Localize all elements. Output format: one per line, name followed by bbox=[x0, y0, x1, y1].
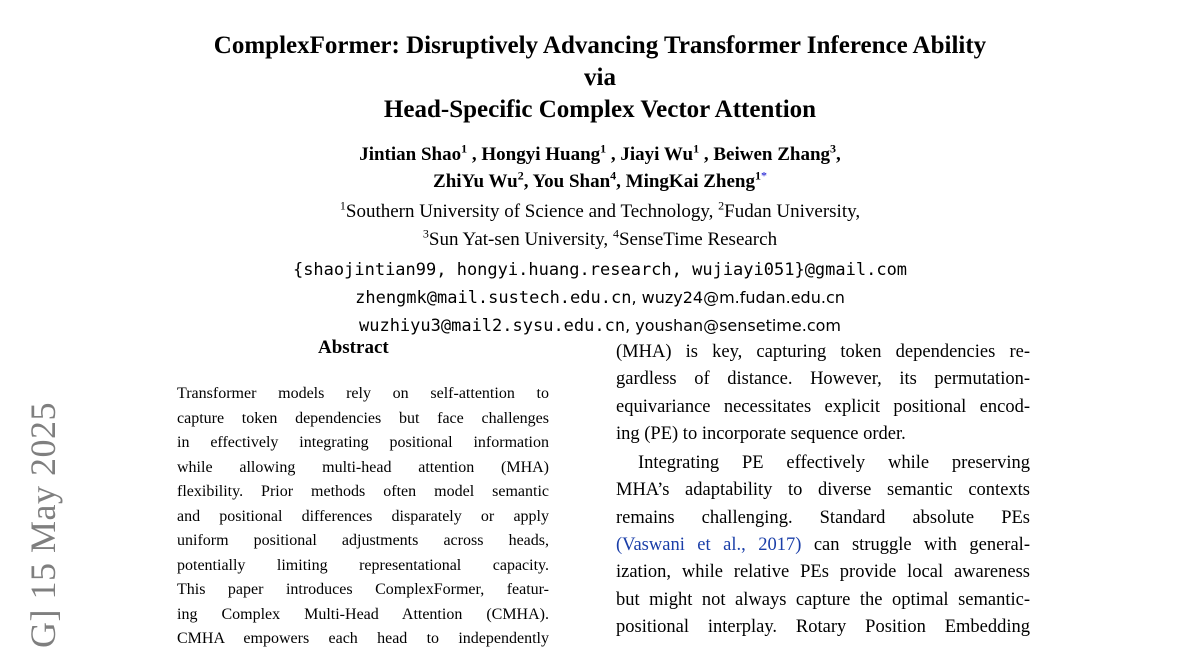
body-line: positional interplay. Rotary Position Embedding bbox=[616, 616, 1030, 637]
author-affil-sup: 2 bbox=[517, 168, 524, 183]
author-name: , Jiayi Wu bbox=[610, 144, 694, 165]
abstract-line: capture token dependencies but face challenges bbox=[177, 409, 549, 427]
author-name: ZhiYu Wu bbox=[433, 171, 518, 192]
affiliation-line-1 bbox=[0, 198, 1200, 226]
abstract-body bbox=[177, 382, 549, 652]
abstract-line: flexibility. Prior methods often model semantic bbox=[177, 483, 549, 500]
affiliation-text: SenseTime Research bbox=[618, 229, 778, 250]
paper-title bbox=[0, 30, 1200, 126]
body-line: (MHA) is key, capturing token dependencies re- bbox=[616, 342, 1030, 362]
abstract-line: uniform positional adjustments across heads, bbox=[177, 532, 549, 549]
abstract-line: potentially limiting representational capacity. bbox=[177, 556, 549, 574]
body-line: MHA’s adaptability to diverse semantic contexts bbox=[616, 480, 1030, 501]
author-separator: , bbox=[836, 144, 841, 165]
abstract-line: and positional differences disparately or apply bbox=[177, 507, 549, 525]
body-line: ing (PE) to incorporate sequence order. bbox=[616, 423, 906, 444]
author-name: , You Shan bbox=[523, 171, 611, 192]
affiliation-text: Sun Yat-sen University, bbox=[428, 229, 613, 250]
author-affil-sup: 1 bbox=[693, 141, 700, 156]
abstract-line: while allowing multi-head attention (MHA) bbox=[177, 458, 549, 476]
author-affil-sup: 1 bbox=[754, 168, 761, 183]
author-name: Jintian Shao bbox=[359, 144, 462, 165]
body-line: but might not always capture the optimal semantic- bbox=[616, 589, 1030, 610]
email-text: , wuzy24@m.fudan.edu.cn bbox=[631, 288, 845, 307]
email-text: zhengmk@mail.sustech.edu.cn bbox=[355, 288, 632, 308]
email-block bbox=[0, 256, 1200, 340]
author-name: , MingKai Zheng bbox=[616, 171, 755, 192]
title-line-2: via bbox=[584, 64, 616, 91]
affil-sup: 2 bbox=[718, 198, 725, 213]
affil-sup: 1 bbox=[339, 198, 346, 213]
author-list bbox=[0, 141, 1200, 195]
email-line-1: {shaojintian99, hongyi.huang.research, wujiayi051}@gmail.com bbox=[292, 260, 908, 280]
body-line: remains challenging. Standard absolute PEs bbox=[616, 507, 1030, 528]
affiliations bbox=[0, 198, 1200, 254]
affiliation-text: Southern University of Science and Technology, bbox=[345, 201, 719, 222]
abstract-line: Transformer models rely on self-attention to bbox=[177, 385, 549, 402]
abstract-line: This paper introduces ComplexFormer, featur- bbox=[177, 581, 549, 598]
body-line: ization, while relative PEs provide local awareness bbox=[616, 562, 1030, 583]
corresponding-author-link[interactable]: * bbox=[760, 168, 767, 183]
email-line-3 bbox=[0, 312, 1200, 340]
affiliation-text: Fudan University, bbox=[724, 201, 861, 222]
title-line-1: ComplexFormer: Disruptively Advancing Transformer Inference Ability bbox=[213, 32, 987, 59]
author-affil-sup: 1 bbox=[600, 141, 607, 156]
title-line-3: Head-Specific Complex Vector Attention bbox=[383, 96, 817, 123]
email-text: wuzhiyu3@mail2.sysu.edu.cn bbox=[358, 316, 626, 336]
citation-link[interactable]: (Vaswani et al., 2017) bbox=[616, 535, 802, 556]
author-affil-sup: 1 bbox=[461, 141, 468, 156]
body-line bbox=[616, 532, 1030, 559]
abstract-line: ing Complex Multi-Head Attention (CMHA). bbox=[177, 605, 549, 623]
body-line: gardless of distance. However, its permutation- bbox=[616, 369, 1030, 390]
email-text: , youshan@sensetime.com bbox=[625, 316, 841, 335]
affiliation-line-2 bbox=[0, 226, 1200, 254]
body-line: equivariance necessitates explicit positional encod- bbox=[616, 396, 1030, 417]
author-line-2 bbox=[0, 168, 1200, 195]
affil-sup: 3 bbox=[422, 226, 429, 241]
body-line: Integrating PE effectively while preserving bbox=[638, 453, 1030, 474]
intro-column bbox=[616, 339, 1030, 641]
email-line-2 bbox=[0, 284, 1200, 312]
abstract-heading: Abstract bbox=[318, 337, 389, 358]
author-affil-sup: 3 bbox=[830, 141, 837, 156]
abstract-line: CMHA empowers each head to independently bbox=[177, 630, 549, 647]
author-name: , Hongyi Huang bbox=[471, 144, 601, 165]
affil-sup: 4 bbox=[612, 226, 619, 241]
abstract-line: in effectively integrating positional information bbox=[177, 434, 549, 451]
author-affil-sup: 4 bbox=[610, 168, 617, 183]
author-name: , Beiwen Zhang bbox=[703, 144, 831, 165]
author-line-1 bbox=[0, 141, 1200, 168]
arxiv-stamp: G] 15 May 2025 bbox=[23, 402, 63, 648]
body-text: can struggle with general- bbox=[801, 535, 1030, 556]
